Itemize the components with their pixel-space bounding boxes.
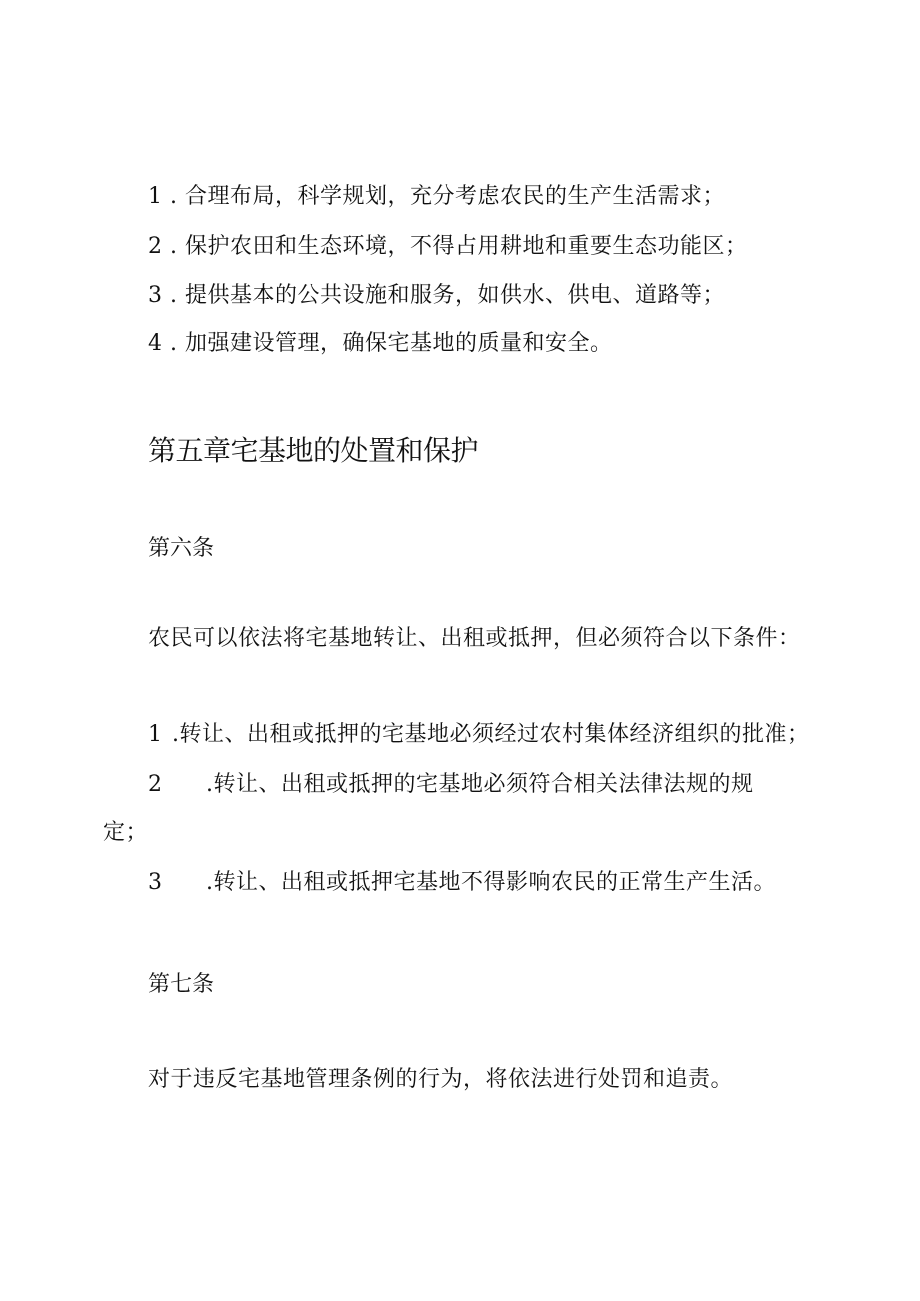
condition-item: [148, 720, 810, 750]
condition-text: .转让、出租或抵押的宅基地必须经过农村集体经济组织的批准；: [172, 722, 810, 747]
list-item: [148, 182, 725, 212]
condition-number: 1: [148, 722, 163, 747]
list-item-number: 2: [148, 234, 163, 259]
list-item-number: 4: [148, 331, 163, 356]
condition-text: .转让、出租或抵押的宅基地必须符合相关法律法规的规: [206, 772, 754, 797]
article-intro: 农民可以依法将宅基地转让、出租或抵押，但必须符合以下条件：: [148, 626, 801, 651]
article-text: 对于违反宅基地管理条例的行为，将依法进行处罚和追责。: [148, 1067, 734, 1092]
condition-number: 3: [148, 870, 163, 895]
article-title: 第六条: [148, 536, 215, 561]
list-item-text: . 保护农田和生态环境，不得占用耕地和重要生态功能区；: [170, 234, 748, 259]
condition-number: 2: [148, 772, 163, 797]
condition-continuation: 定；: [103, 820, 149, 845]
list-item: [148, 281, 725, 311]
article-title: 第七条: [148, 972, 215, 997]
list-item-text: . 加强建设管理，确保宅基地的质量和安全。: [170, 331, 613, 356]
list-item-number: 1: [148, 184, 163, 209]
list-item-text: . 合理布局，科学规划，充分考虑农民的生产生活需求；: [170, 184, 725, 209]
list-item: [148, 329, 613, 359]
condition-item: [148, 868, 776, 898]
chapter-title: 第五章宅基地的处置和保护: [148, 434, 479, 467]
list-item-number: 3: [148, 283, 163, 308]
condition-text: .转让、出租或抵押宅基地不得影响农民的正常生产生活。: [206, 870, 776, 895]
list-item: [148, 232, 748, 262]
list-item-text: . 提供基本的公共设施和服务，如供水、供电、道路等；: [170, 283, 725, 308]
condition-item: [148, 770, 754, 800]
